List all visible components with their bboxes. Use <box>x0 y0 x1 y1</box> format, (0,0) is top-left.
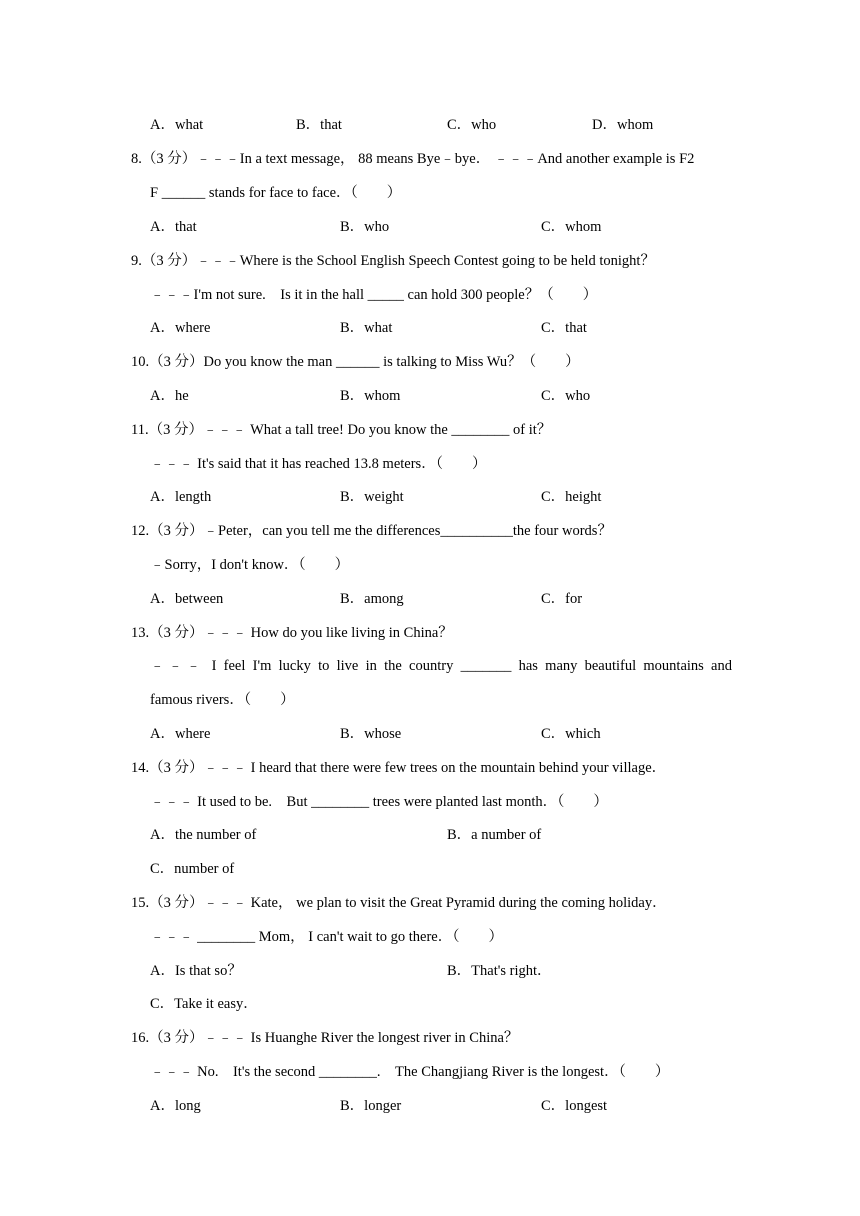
question-14-option-b: B．a number of <box>447 827 542 843</box>
question-15-stem: 15.（3 分）﹣﹣﹣ Kate， we plan to visit the Great Pyramid during the coming holiday． <box>131 895 667 911</box>
question-8-option-b: B．who <box>340 219 390 235</box>
question-14-line: ﹣﹣﹣ It used to be. But ________ trees were planted last month．（ ） <box>150 794 608 810</box>
question-10-option-a: A．he <box>150 388 189 404</box>
question-10-option-c: C．who <box>541 388 591 404</box>
option-c: C．who <box>447 117 497 133</box>
question-11-stem: 11.（3 分）﹣﹣﹣ What a tall tree! Do you know the ________ of it？ <box>131 422 552 438</box>
question-8-option-c: C．whom <box>541 219 602 235</box>
question-13-option-c: C．which <box>541 726 601 742</box>
question-9-line: ﹣﹣﹣I'm not sure. Is it in the hall _____ can hold 300 people？（ ） <box>150 287 598 303</box>
question-8-option-a: A．that <box>150 219 197 235</box>
question-8-stem: 8.（3 分）﹣﹣﹣In a text message， 88 means Bye﹣bye． ﹣﹣﹣And another example is F2 <box>131 151 695 167</box>
question-15-line: ﹣﹣﹣ ________ Mom， I can't wait to go there．（ ） <box>150 929 503 945</box>
question-12-line: ﹣Sorry，I don't know．（ ） <box>150 557 350 573</box>
question-9-option-b: B．what <box>340 320 393 336</box>
question-11-line: ﹣﹣﹣ It's said that it has reached 13.8 meters．（ ） <box>150 456 487 472</box>
question-13-line: ﹣﹣﹣ I feel I'm lucky to live in the country _______ has many beautiful mountains and <box>150 658 732 674</box>
question-16-option-c: C．longest <box>541 1098 608 1114</box>
question-13-stem: 13.（3 分）﹣﹣﹣ How do you like living in China？ <box>131 625 453 641</box>
question-13-option-b: B．whose <box>340 726 402 742</box>
question-16-stem: 16.（3 分）﹣﹣﹣ Is Huanghe River the longest river in China？ <box>131 1030 519 1046</box>
question-14-option-c: C．number of <box>150 861 235 877</box>
question-14-stem: 14.（3 分）﹣﹣﹣ I heard that there were few trees on the mountain behind your village． <box>131 760 667 776</box>
question-8-line: F ______ stands for face to face．（ ） <box>150 185 402 201</box>
question-10-stem: 10.（3 分）Do you know the man ______ is talking to Miss Wu？（ ） <box>131 354 580 370</box>
question-12-option-b: B．among <box>340 591 404 607</box>
question-11-option-c: C．height <box>541 489 602 505</box>
question-12-option-c: C．for <box>541 591 583 607</box>
question-9-option-c: C．that <box>541 320 587 336</box>
question-16-option-b: B．longer <box>340 1098 402 1114</box>
question-9-option-a: A．where <box>150 320 211 336</box>
question-11-option-b: B．weight <box>340 489 404 505</box>
question-14-option-a: A．the number of <box>150 827 257 843</box>
question-11-option-a: A．length <box>150 489 212 505</box>
option-d: D．whom <box>592 117 654 133</box>
question-13-option-a: A．where <box>150 726 211 742</box>
question-16-option-a: A．long <box>150 1098 201 1114</box>
option-b: B．that <box>296 117 342 133</box>
question-12-stem: 12.（3 分）﹣Peter，can you tell me the differences__________the four words？ <box>131 523 612 539</box>
question-15-option-b: B．That's right． <box>447 963 552 979</box>
question-15-option-a: A．Is that so？ <box>150 963 242 979</box>
question-16-line: ﹣﹣﹣ No. It's the second ________. The Changjiang River is the longest．（ ） <box>150 1064 670 1080</box>
option-a: A．what <box>150 117 204 133</box>
question-12-option-a: A．between <box>150 591 224 607</box>
question-15-option-c: C．Take it easy． <box>150 996 258 1012</box>
question-10-option-b: B．whom <box>340 388 401 404</box>
question-9-stem: 9.（3 分）﹣﹣﹣Where is the School English Speech Contest going to be held tonight？ <box>131 253 655 269</box>
question-13-line-continued: famous rivers．（ ） <box>150 692 295 708</box>
